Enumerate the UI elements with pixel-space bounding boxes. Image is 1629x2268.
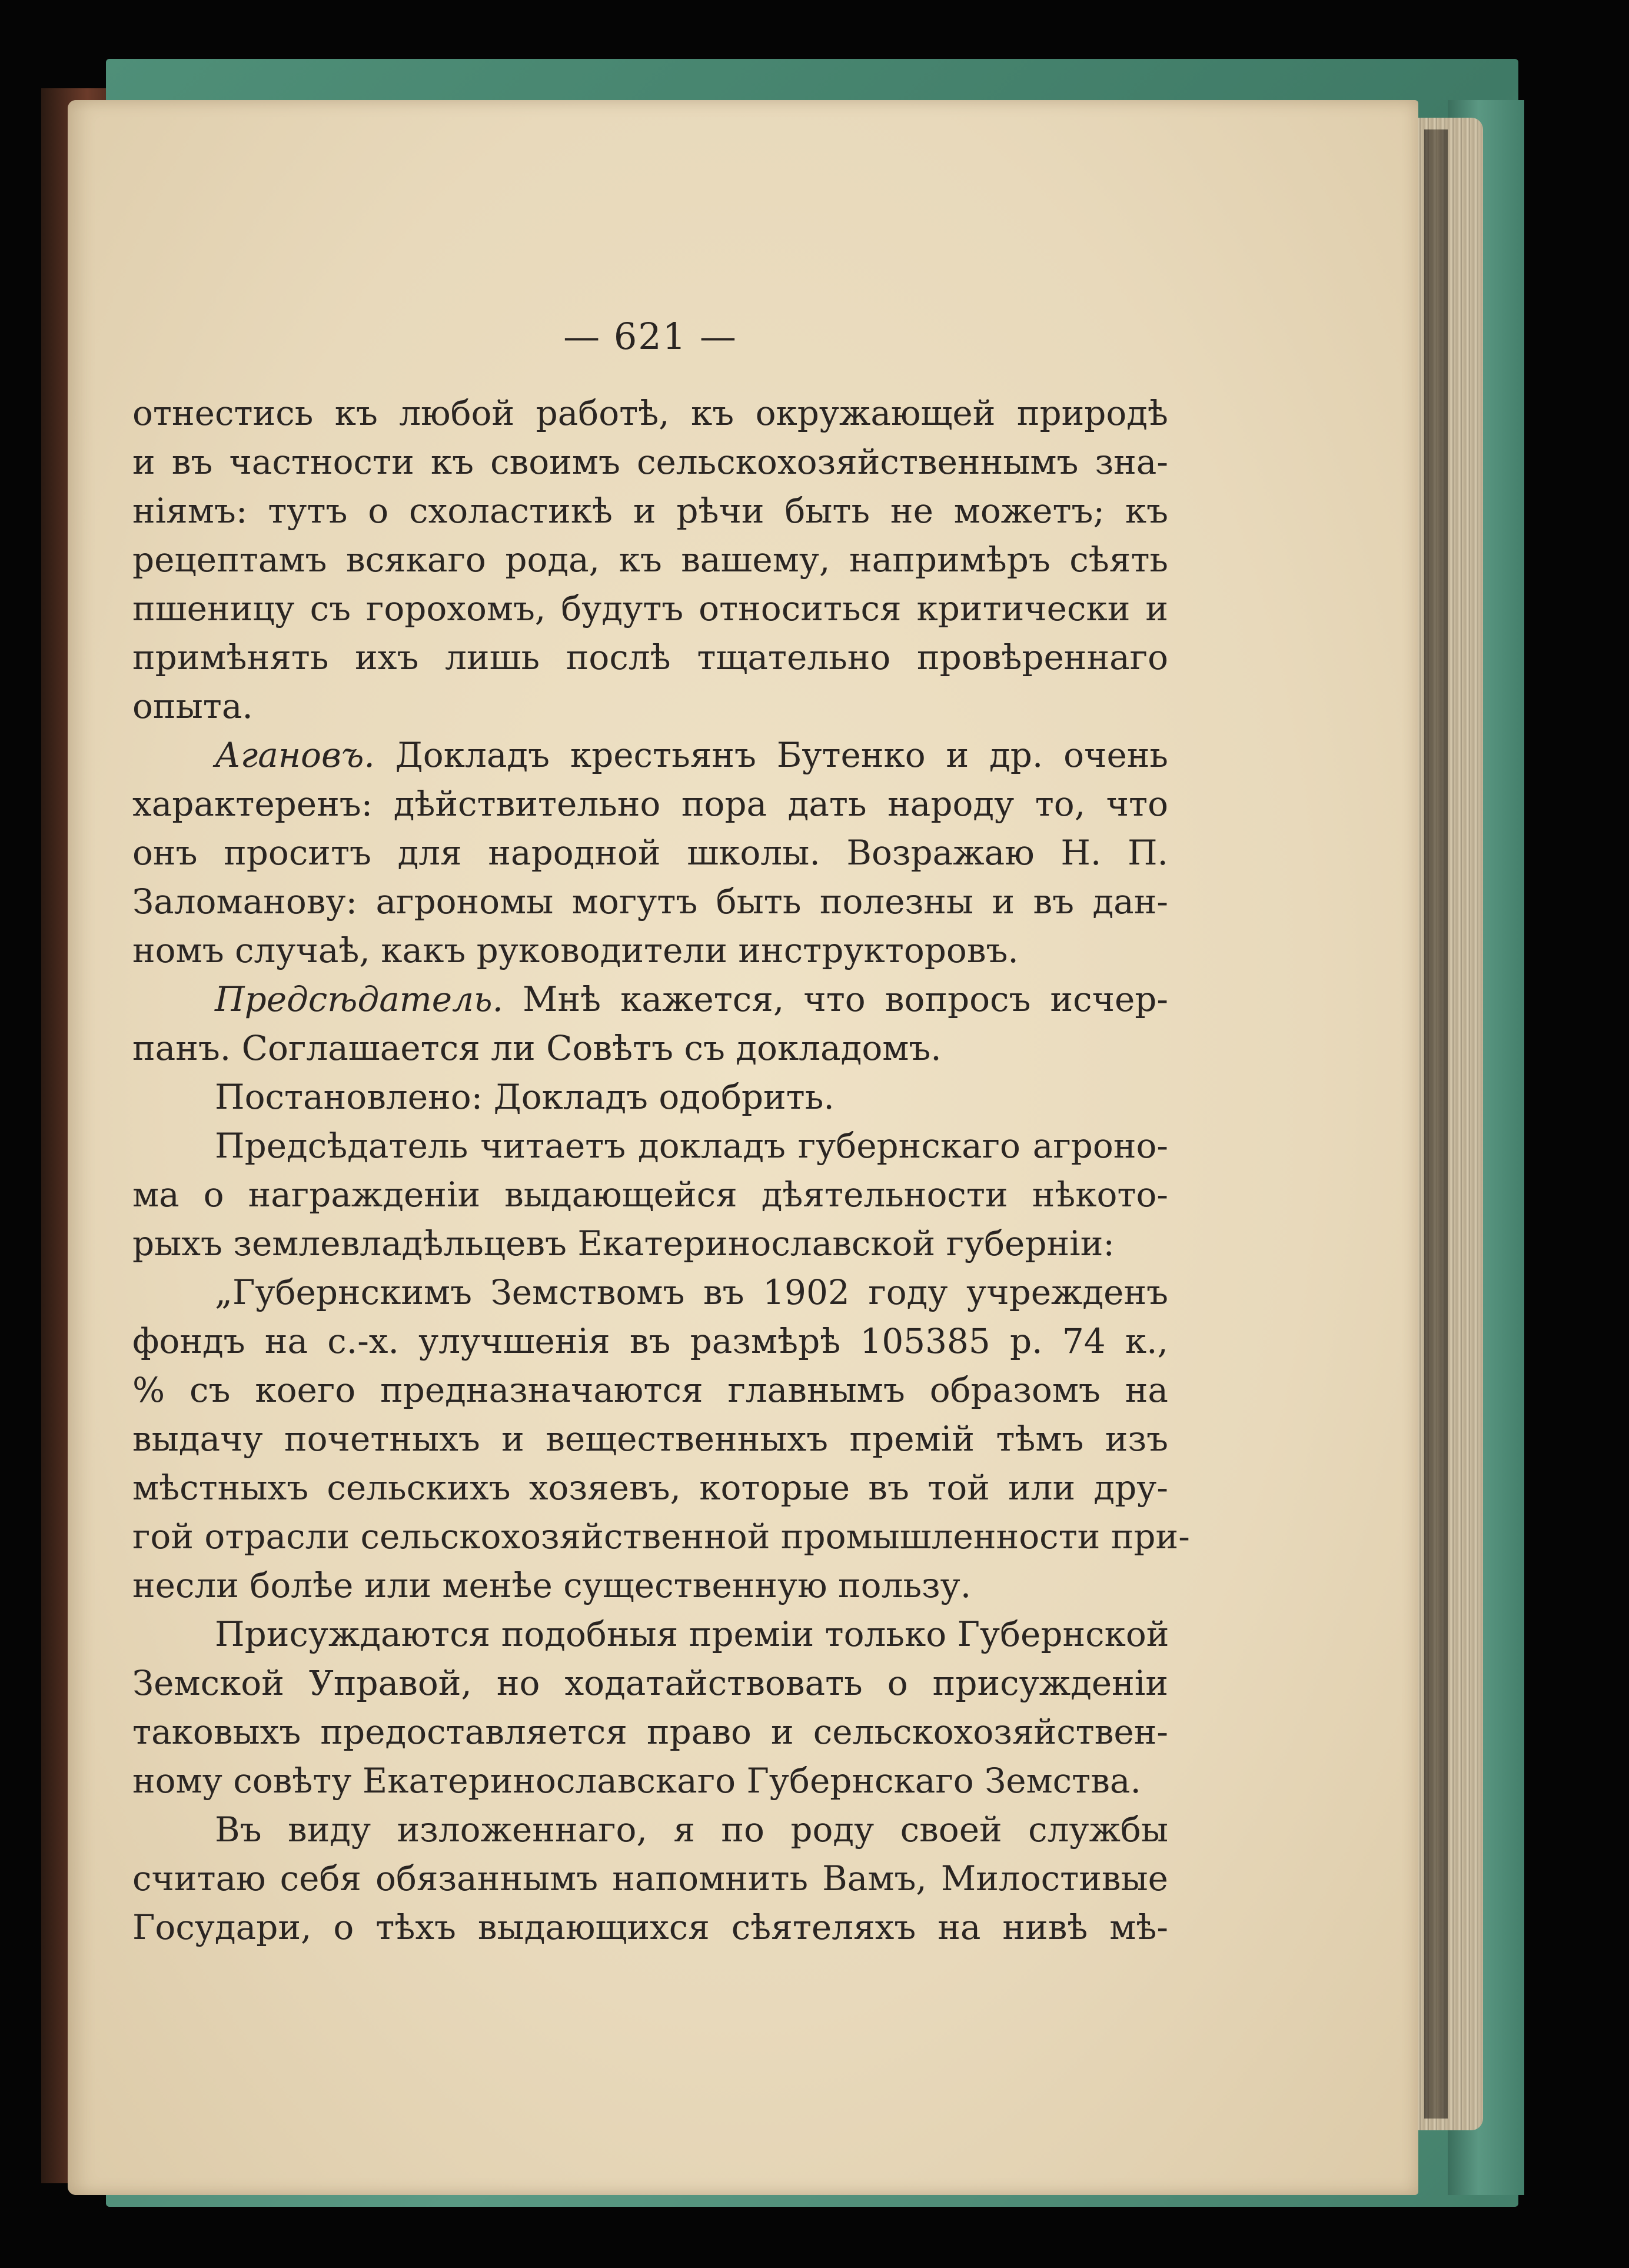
line-text: Присуждаются подобныя преміи только Губернской: [215, 1614, 1169, 1654]
line-text: рецептамъ всякаго рода, къ вашему, напримѣръ сѣять: [132, 540, 1168, 580]
line-text: мѣстныхъ сельскихъ хозяевъ, которые въ той или дру-: [132, 1468, 1168, 1508]
line-text: номъ случаѣ, какъ руководители инструкторовъ.: [132, 930, 1019, 970]
paragraph: [132, 1122, 1168, 1268]
text-line: [132, 1170, 1168, 1219]
line-text: фондъ на с.-х. улучшенія въ размѣрѣ 105385 р. 74 к.,: [132, 1321, 1168, 1361]
text-line: [132, 1805, 1168, 1854]
text-line: [132, 389, 1168, 438]
book-page: [68, 100, 1418, 2195]
text-line: [132, 1415, 1168, 1464]
line-text: ніямъ: тутъ о схоластикѣ и рѣчи быть не можетъ; къ: [132, 491, 1168, 531]
text-line: [132, 1854, 1168, 1903]
text-line: [132, 633, 1168, 682]
text-line: [132, 1268, 1168, 1317]
text-line: [132, 536, 1168, 584]
text-line: [132, 1561, 1168, 1610]
line-text: отнестись къ любой работѣ, къ окружающей природѣ: [132, 393, 1168, 433]
text-line: [132, 1122, 1168, 1170]
line-text: опыта.: [132, 686, 253, 726]
page-number: — 621 —: [563, 315, 737, 358]
text-line: [132, 926, 1168, 975]
text-line: [132, 1024, 1168, 1073]
text-line: [132, 1610, 1168, 1659]
line-text: гой отрасли сельскохозяйственной промышленности при-: [132, 1517, 1190, 1557]
line-text: примѣнять ихъ лишь послѣ тщательно провѣреннаго: [132, 637, 1168, 677]
page-edges-shadow: [1424, 129, 1448, 2119]
paragraph: [132, 1805, 1168, 1952]
paragraph: [132, 389, 1168, 731]
text-line: [132, 1708, 1168, 1757]
line-text: характеренъ: дѣйствительно пора дать народу то, что: [132, 784, 1168, 824]
paragraph: [132, 731, 1168, 975]
line-text: ма о награжденіи выдающейся дѣятельности нѣкото-: [132, 1175, 1168, 1215]
line-text: Заломанову: агрономы могутъ быть полезны и въ дан-: [132, 882, 1168, 922]
text-line: [132, 731, 1168, 780]
text-line: [132, 1903, 1168, 1952]
line-text: считаю себя обязаннымъ напомнить Вамъ, Милостивые: [132, 1858, 1168, 1898]
paragraph: [132, 975, 1168, 1073]
text-line: [132, 1659, 1168, 1708]
line-text: таковыхъ предоставляется право и сельскохозяйствен-: [132, 1712, 1168, 1752]
line-text: Земской Управой, но ходатайствовать о присужденіи: [132, 1663, 1168, 1703]
text-line: [132, 975, 1168, 1024]
line-text: Докладъ крестьянъ Бутенко и др. очень: [374, 735, 1168, 775]
line-text: онъ проситъ для народной школы. Возражаю Н. П.: [132, 833, 1168, 873]
text-line: [132, 1317, 1168, 1366]
line-text: Государи, о тѣхъ выдающихся сѣятеляхъ на нивѣ мѣ-: [132, 1907, 1168, 1947]
line-text: и въ частности къ своимъ сельскохозяйственнымъ зна-: [132, 442, 1168, 482]
text-line: [132, 438, 1168, 487]
line-text: % съ коего предназначаются главнымъ образомъ на: [132, 1370, 1168, 1410]
line-text: Въ виду изложеннаго, я по роду своей службы: [215, 1810, 1168, 1850]
line-text: Мнѣ кажется, что вопросъ исчер-: [503, 979, 1168, 1019]
line-text: „Губернскимъ Земствомъ въ 1902 году учрежденъ: [215, 1272, 1168, 1312]
speaker-name: Агановъ.: [215, 735, 375, 775]
page-content: [132, 312, 1190, 1952]
paragraph: [132, 1073, 1168, 1122]
text-line: [132, 584, 1168, 633]
line-text: пшеницу съ горохомъ, будутъ относиться критически и: [132, 588, 1168, 628]
text-line: [132, 1757, 1168, 1805]
text-line: [132, 780, 1168, 829]
line-text: панъ. Соглашается ли Совѣтъ съ докладомъ.: [132, 1028, 942, 1068]
text-line: [132, 1512, 1190, 1561]
text-line: [132, 487, 1168, 536]
page-edges: [1412, 118, 1483, 2130]
line-text: ному совѣту Екатеринославскаго Губернскаго Земства.: [132, 1761, 1141, 1801]
line-text: выдачу почетныхъ и вещественныхъ премій тѣмъ изъ: [132, 1419, 1168, 1459]
text-line: [132, 1366, 1168, 1415]
speaker-name: Предсѣдатель.: [215, 979, 504, 1019]
text-line: [132, 1219, 1168, 1268]
text-line: [132, 682, 1168, 731]
text-line: [132, 829, 1168, 877]
paragraph: [132, 1610, 1168, 1805]
line-text: рыхъ землевладѣльцевъ Екатеринославской губерніи:: [132, 1223, 1115, 1263]
line-text: несли болѣе или менѣе существенную пользу.: [132, 1565, 972, 1605]
text-line: [132, 1464, 1168, 1512]
paragraph: [132, 1268, 1190, 1610]
line-text: Постановлено: Докладъ одобрить.: [215, 1077, 835, 1117]
text-line: [132, 1073, 1168, 1122]
line-text: Предсѣдатель читаетъ докладъ губернскаго агроно-: [215, 1126, 1168, 1166]
text-line: [132, 877, 1168, 926]
paragraphs: [132, 389, 1190, 1952]
